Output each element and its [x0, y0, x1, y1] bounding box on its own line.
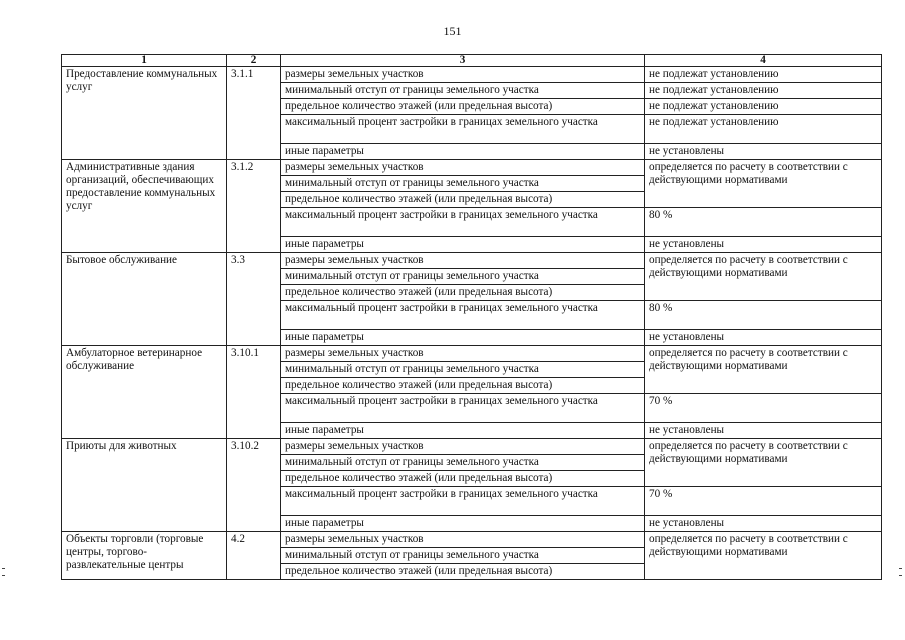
param-value: не подлежат установлению [645, 83, 882, 99]
table-row [62, 346, 882, 362]
header-col-4: 4 [645, 55, 882, 67]
param-value: не установлены [645, 237, 882, 253]
param-value: не установлены [645, 144, 882, 160]
param-value: 70 % [645, 487, 882, 516]
param-name: иные параметры [281, 516, 645, 532]
param-value: не подлежат установлению [645, 99, 882, 115]
param-value: не установлены [645, 423, 882, 439]
header-col-1: 1 [62, 55, 227, 67]
param-name: минимальный отступ от границы земельного участка [281, 548, 645, 564]
param-name: предельное количество этажей (или предельная высота) [281, 285, 645, 301]
param-name: предельное количество этажей (или предельная высота) [281, 471, 645, 487]
param-name: минимальный отступ от границы земельного участка [281, 176, 645, 192]
param-value: определяется по расчету в соответствии с действующими нормативами [645, 160, 882, 208]
header-col-3: 3 [281, 55, 645, 67]
param-value: 80 % [645, 301, 882, 330]
use-name: Бытовое обслуживание [62, 253, 227, 346]
regulations-table [61, 54, 882, 580]
use-code: 3.10.2 [227, 439, 281, 532]
use-name: Предоставление коммунальных услуг [62, 67, 227, 160]
param-value: не установлены [645, 516, 882, 532]
param-name: размеры земельных участков [281, 439, 645, 455]
param-name: иные параметры [281, 144, 645, 160]
param-value: 80 % [645, 208, 882, 237]
use-code: 3.1.2 [227, 160, 281, 253]
use-code: 3.3 [227, 253, 281, 346]
param-name: максимальный процент застройки в границах земельного участка [281, 208, 645, 237]
param-name: минимальный отступ от границы земельного участка [281, 83, 645, 99]
param-value: не подлежат установлению [645, 115, 882, 144]
table-row [62, 160, 882, 176]
use-code: 3.1.1 [227, 67, 281, 160]
param-name: размеры земельных участков [281, 346, 645, 362]
param-name: иные параметры [281, 237, 645, 253]
param-name: размеры земельных участков [281, 532, 645, 548]
param-name: минимальный отступ от границы земельного участка [281, 362, 645, 378]
param-name: максимальный процент застройки в границах земельного участка [281, 115, 645, 144]
table-header-row [62, 55, 882, 67]
use-name: Амбулаторное ветеринарное обслуживание [62, 346, 227, 439]
param-value: не установлены [645, 330, 882, 346]
use-name: Административные здания организаций, обеспечивающих предоставление коммунальных услуг [62, 160, 227, 253]
use-code: 3.10.1 [227, 346, 281, 439]
param-value: определяется по расчету в соответствии с действующими нормативами [645, 253, 882, 301]
param-name: максимальный процент застройки в границах земельного участка [281, 394, 645, 423]
param-name: предельное количество этажей (или предельная высота) [281, 564, 645, 580]
table-row [62, 439, 882, 455]
table-row [62, 67, 882, 83]
param-name: предельное количество этажей (или предельная высота) [281, 378, 645, 394]
page-number: 151 [443, 24, 462, 38]
param-value: определяется по расчету в соответствии с действующими нормативами [645, 532, 882, 580]
use-name: Приюты для животных [62, 439, 227, 532]
param-value: 70 % [645, 394, 882, 423]
param-name: предельное количество этажей (или предельная высота) [281, 99, 645, 115]
param-name: минимальный отступ от границы земельного участка [281, 269, 645, 285]
scan-edge-mark-right [899, 568, 902, 576]
table-row [62, 532, 882, 548]
table-row [62, 253, 882, 269]
param-name: минимальный отступ от границы земельного участка [281, 455, 645, 471]
param-name: размеры земельных участков [281, 253, 645, 269]
param-value: определяется по расчету в соответствии с действующими нормативами [645, 346, 882, 394]
param-value: не подлежат установлению [645, 67, 882, 83]
param-name: иные параметры [281, 423, 645, 439]
param-name: предельное количество этажей (или предельная высота) [281, 192, 645, 208]
param-name: иные параметры [281, 330, 645, 346]
param-name: максимальный процент застройки в границах земельного участка [281, 487, 645, 516]
use-name: Объекты торговли (торговые центры, торгово-развлекательные центры [62, 532, 227, 580]
param-value: определяется по расчету в соответствии с действующими нормативами [645, 439, 882, 487]
param-name: размеры земельных участков [281, 160, 645, 176]
param-name: максимальный процент застройки в границах земельного участка [281, 301, 645, 330]
header-col-2: 2 [227, 55, 281, 67]
use-code: 4.2 [227, 532, 281, 580]
scan-edge-mark-left [2, 568, 5, 576]
param-name: размеры земельных участков [281, 67, 645, 83]
